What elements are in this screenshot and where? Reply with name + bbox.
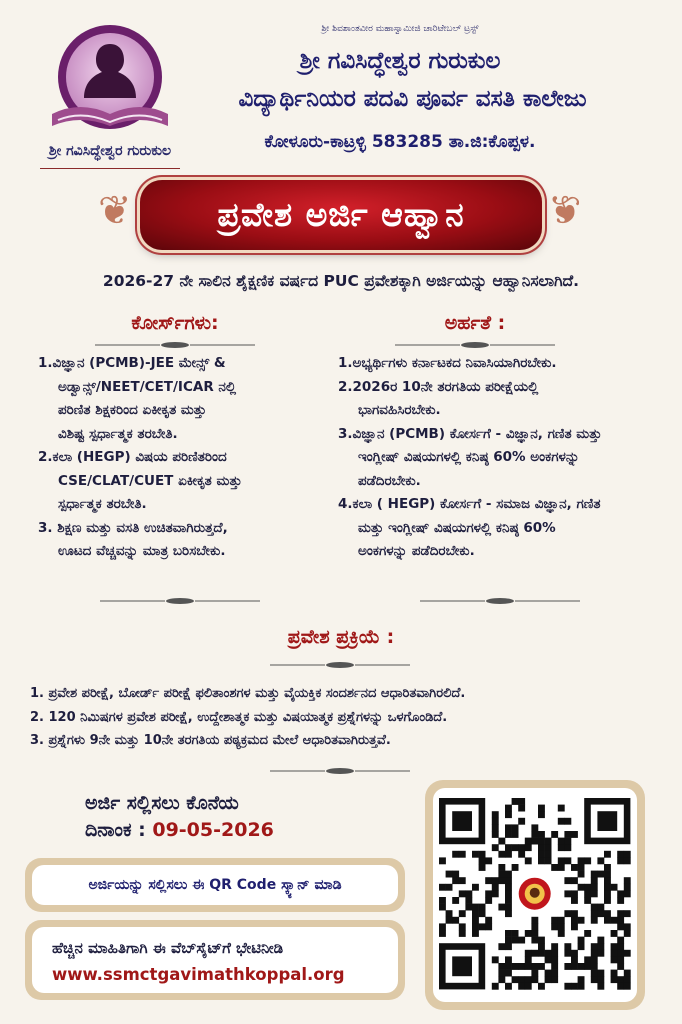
course-line: ವಿಶಿಷ್ಟ ಸ್ಪರ್ಧಾತ್ಮಕ ತರಬೇತಿ. [58, 425, 178, 442]
course-line: 2.ಕಲಾ (HEGP) ವಿಷಯ ಪರಿಣಿತರಿಂದ [38, 449, 227, 465]
qr-code-frame [425, 780, 645, 1010]
eligibility-line: 3.ವಿಜ್ಞಾನ (PCMB) ಕೋರ್ಸಗೆ - ವಿಜ್ಞಾನ, ಗಣಿತ ಮತ್ತು [338, 425, 602, 442]
course-line: ಊಟದ ವೆಚ್ಚವನ್ನು ಮಾತ್ರ ಬರಿಸಬೇಕು. [58, 543, 226, 559]
eligibility-line: 2.2026ರ 10ನೇ ತರಗತಿಯ ಪರೀಕ್ಷೆಯಲ್ಲಿ [338, 378, 539, 395]
left-flourish-icon: ❦ [98, 188, 132, 234]
website-box [25, 920, 405, 1000]
course-line: ಅಡ್ವಾನ್ಸ್/NEET/CET/ICAR ನಲ್ಲಿ [58, 378, 237, 395]
process-line: 3. ಪ್ರಶ್ನೆಗಳು 9ನೇ ಮತ್ತು 10ನೇ ತರಗತಿಯ ಪಠ್ಯಕ್ರಮದ ಮೇಲೆ ಆಧಾರಿತವಾಗಿರುತ್ತವೆ. [30, 733, 391, 748]
deadline-date-label: ದಿನಾಂಕ : [85, 819, 146, 841]
process-bottom-divider [270, 766, 410, 776]
course-line: CSE/CLAT/CUET ಏಕೀಕೃತ ಮತ್ತು [58, 472, 242, 489]
course-line: 1.ವಿಜ್ಞಾನ (PCMB)-JEE ಮೇನ್ಸ್ & [38, 355, 226, 371]
website-info-text: ಹೆಚ್ಚಿನ ಮಾಹಿತಿಗಾಗಿ ಈ ವೆಬ್‌ಸೈಟ್‌ಗೆ ಭೇಟಿನೀಡಿ [52, 939, 284, 957]
eligibility-line: ಭಾಗವಹಿಸಿರಬೇಕು. [358, 402, 441, 418]
eligibility-line: ಅಂಕಗಳನ್ನು ಪಡೆದಿರಬೇಕು. [358, 543, 475, 559]
scan-instruction-text: ಅರ್ಜಿಯನ್ನು ಸಲ್ಲಿಸಲು ಈ QR Code ಸ್ಕ್ಯಾನ್ ಮಾಡಿ [32, 865, 398, 905]
process-line: 2. 120 ನಿಮಿಷಗಳ ಪ್ರವೇಶ ಪರೀಕ್ಷೆ, ಉದ್ದೇಶಾತ್ಮಕ ಮತ್ತು ವಿಷಯಾತ್ಮಕ ಪ್ರಶ್ನೆಗಳನ್ನು ಒಳಗೊಂಡಿದೆ. [30, 709, 448, 725]
course-line: 3. ಶಿಕ್ಷಣ ಮತ್ತು ವಸತಿ ಉಚಿತವಾಗಿರುತ್ತದೆ, [38, 519, 228, 536]
course-line: ಸ್ಪರ್ಧಾತ್ಮಕ ತರಬೇತಿ. [58, 496, 147, 512]
logo-divider [40, 168, 180, 169]
courses-divider [95, 340, 255, 350]
logo-caption: ಶ್ರೀ ಗವಿಸಿದ್ಧೇಶ್ವರ ಗುರುಕುಲ [48, 143, 172, 159]
courses-bottom-divider [100, 596, 260, 606]
process-list [30, 682, 670, 753]
institution-title: ಶ್ರೀ ಗವಿಸಿದ್ಧೇಶ್ವರ ಗುರುಕುಲ [299, 48, 501, 74]
courses-heading: ಕೋರ್ಸ್‌ಗಳು: [131, 312, 219, 334]
college-title: ವಿದ್ಯಾರ್ಥಿನಿಯರ ಪದವಿ ಪೂರ್ವ ವಸತಿ ಕಾಲೇಜು [238, 86, 587, 112]
eligibility-line: 4.ಕಲಾ ( HEGP) ಕೋರ್ಸಗೆ - ಸಮಾಜ ವಿಜ್ಞಾನ, ಗಣಿತ [338, 496, 601, 512]
website-link[interactable]: www.ssmctgavimathkoppal.org [52, 965, 345, 984]
process-divider [270, 660, 410, 670]
admission-banner [140, 180, 542, 250]
eligibility-divider [395, 340, 555, 350]
process-heading: ಪ್ರವೇಶ ಪ್ರಕ್ರಿಯೆ : [287, 626, 395, 648]
trust-name: ಶ್ರೀ ಶಿವಶಾಂತವೀರ ಮಹಾಸ್ವಾಮೀಜಿ ಚಾರಿಟೇಬಲ್ ಟ್ರಸ್ಟ್ [321, 24, 479, 34]
right-flourish-icon: ❦ [548, 188, 582, 234]
eligibility-heading: ಅರ್ಹತೆ : [444, 312, 506, 334]
eligibility-list [338, 352, 668, 564]
course-line: ಪರಿಣಿತ ಶಿಕ್ಷಕರಿಂದ ಏಕೀಕೃತ ಮತ್ತು [58, 402, 207, 418]
courses-list [38, 352, 328, 564]
qr-code[interactable] [433, 788, 637, 1002]
eligibility-bottom-divider [420, 596, 580, 606]
eligibility-line: ಮತ್ತು ಇಂಗ್ಲೀಷ್ ವಿಷಯಗಳಲ್ಲಿ ಕನಿಷ್ಠ 60% [358, 519, 556, 536]
banner-text: ಪ್ರವೇಶ ಅರ್ಜಿ ಆಹ್ವಾನ [217, 195, 465, 234]
deadline-block [85, 790, 405, 844]
college-address: ಕೋಳೂರು-ಕಾಟ್ರಳ್ಳಿ 583285 ತಾ.ಜಿ:ಕೊಪ್ಪಳ. [264, 132, 536, 152]
scan-instruction-box [25, 858, 405, 912]
process-line: 1. ಪ್ರವೇಶ ಪರೀಕ್ಷೆ, ಬೋರ್ಡ್ ಪರೀಕ್ಷೆ ಫಲಿತಾಂಶಗಳ ಮತ್ತು ವೈಯಕ್ತಿಕ ಸಂದರ್ಶನದ ಆಧಾರಿತವಾಗಿರಲಿದೆ. [30, 686, 466, 701]
deadline-date: 09-05-2026 [152, 819, 274, 841]
gurukula-logo [40, 22, 180, 142]
eligibility-line: ಇಂಗ್ಲೀಷ್ ವಿಷಯಗಳಲ್ಲಿ ಕನಿಷ್ಠ 60% ಅಂಕಗಳನ್ನು [358, 449, 580, 465]
deadline-label: ಅರ್ಜಿ ಸಲ್ಲಿಸಲು ಕೊನೆಯ [85, 792, 239, 814]
eligibility-line: ಪಡೆದಿರಬೇಕು. [358, 472, 421, 489]
eligibility-line: 1.ಅಭ್ಯರ್ಥಿಗಳು ಕರ್ನಾಟಕದ ನಿವಾಸಿಯಾಗಿರಬೇಕು. [338, 355, 557, 371]
intro-text: 2026-27 ನೇ ಸಾಲಿನ ಶೈಕ್ಷಣಿಕ ವರ್ಷದ PUC ಪ್ರವೇಶಕ್ಕಾಗಿ ಅರ್ಜಿಯನ್ನು ಆಹ್ವಾನಿಸಲಾಗಿದೆ. [102, 272, 580, 290]
